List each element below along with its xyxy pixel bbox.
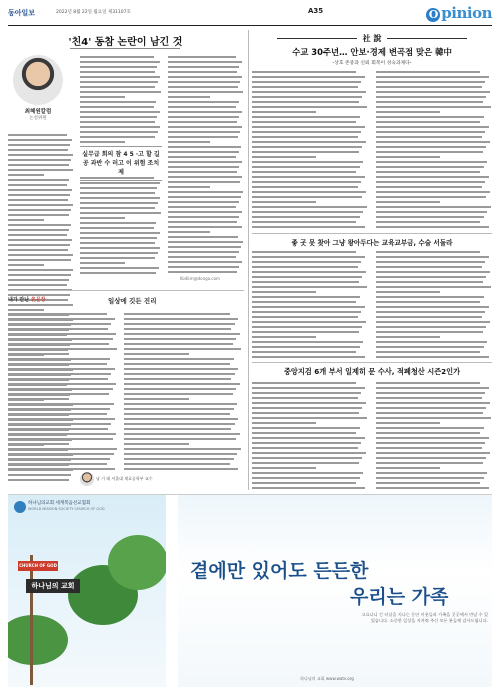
text-line <box>124 467 242 472</box>
tree-icon <box>8 615 68 665</box>
pull-quote: 실무급 회의 참 4 5 ·고 할 길 공 과반 수 러고 이 위험 조치 제 <box>80 146 162 181</box>
editorial-3-body-right <box>376 381 492 491</box>
page-number: A35 <box>308 7 324 15</box>
column-body-middle-lower <box>80 176 162 276</box>
editorial-label: 社 說 <box>252 33 492 44</box>
text-line <box>252 225 368 230</box>
text-line <box>376 486 492 491</box>
church-sign-main: 하나님의 교회 <box>26 579 80 593</box>
masthead: 동아일보 <box>8 8 36 17</box>
author-name: 최혜원칼럼 <box>24 109 52 115</box>
ad-headline-1: 곁에만 있어도 든든한 <box>190 560 369 582</box>
small-column-body-right <box>124 312 242 472</box>
editorial-divider-2 <box>252 362 492 363</box>
editorial-1-body-right <box>376 70 492 230</box>
page-header <box>8 4 492 24</box>
column-body-middle <box>80 55 162 145</box>
small-column-label <box>8 296 45 303</box>
text-line <box>80 140 162 145</box>
ad-photo <box>8 495 166 687</box>
section-title <box>426 4 492 22</box>
ad-organization <box>28 501 105 512</box>
issue-date: 2022년 8월 22일 월요일 제31107호 <box>56 10 131 15</box>
column-title[interactable]: '친4' 동참 논란이 남긴 것 <box>68 37 183 48</box>
writer-avatar <box>80 472 94 486</box>
small-column-label-highlight: 名문장 <box>30 297 46 303</box>
editorial-1-body-left <box>252 70 368 230</box>
ad-org-name: 하나님의교회 세계복음선교협회 <box>28 501 91 506</box>
sign-post <box>30 555 33 685</box>
editorial-headline-1[interactable]: 수교 30주년… 안보·경제 변곡점 맞은 韓中 <box>292 47 452 57</box>
title-underline <box>70 48 180 49</box>
editorial-divider-1 <box>252 233 492 234</box>
header-rule <box>8 25 492 26</box>
text-line <box>8 478 74 483</box>
opinion-logo-icon: O <box>426 8 440 22</box>
editorial-headline-2[interactable]: 좋 곳 못 찾아 그냥 왕아두다는 교육교부금, 수술 서둘라 <box>291 239 453 247</box>
section-name: pinion <box>441 4 492 22</box>
small-column-body-left <box>8 312 118 472</box>
ad-footer: 하나님의 교회 www.watv.org <box>300 676 354 681</box>
editorial-2-body-right <box>376 250 492 360</box>
text-line <box>376 355 492 360</box>
text-line <box>168 270 244 275</box>
section-divider <box>8 290 244 291</box>
author-photo <box>13 55 63 105</box>
church-logo-icon <box>14 501 26 513</box>
ad-headline-2: 우리는 가족 <box>350 586 449 608</box>
ad-org-sub: WORLD MISSION SOCIETY CHURCH OF GOD <box>28 506 105 511</box>
text-line <box>252 355 368 360</box>
text-line <box>80 271 162 276</box>
editorial-2-body-left <box>252 250 368 360</box>
writer-name: 남 기 태 서울대 재료공학부 교수 <box>96 476 153 481</box>
editorial-subheadline-1: -상호 존중과 신뢰 회복이 성숙과제다- <box>332 61 412 66</box>
tree-icon <box>108 535 166 590</box>
author-block <box>8 55 68 129</box>
editorial-headline-3[interactable]: 중앙지검 6개 부서 일제히 문 수사, 적폐청산 시즌2인가 <box>283 367 461 376</box>
small-column-title[interactable]: 일상에 깃든 진리 <box>108 297 157 305</box>
editorial-3-body-left <box>252 381 368 491</box>
column-body-right <box>168 55 244 275</box>
church-sign-top: CHURCH OF GOD <box>18 561 58 571</box>
author-title: 논설위원 <box>29 116 47 121</box>
small-column-header <box>8 296 243 308</box>
author-email[interactable]: Ko4km@donga.com <box>180 276 220 281</box>
text-line <box>376 225 492 230</box>
text-line <box>8 467 118 472</box>
small-column-label-prefix: 내가 만난 <box>8 297 31 303</box>
text-line <box>252 486 368 491</box>
ad-copy: 고요나니 긴 터널을 지나는 동안 이웃들과 가족을 곳곳에서 만날 수 있었습니다. 소중한 일상을 지켜줘 주신 모든 분들께 감사드립니다. <box>361 612 488 623</box>
column-divider <box>248 30 249 490</box>
